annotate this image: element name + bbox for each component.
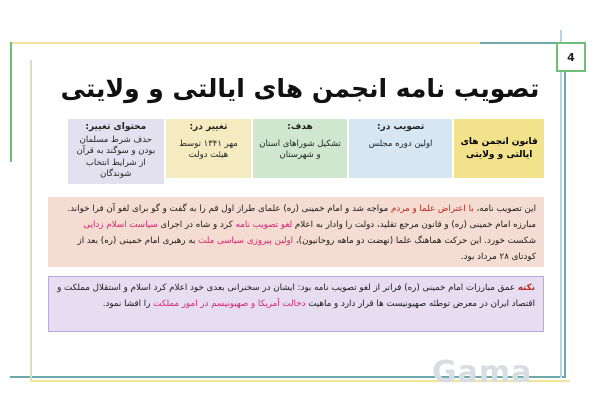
table-header: تصویب در: [349,119,453,136]
frame-accent-top [10,42,480,44]
page-title: تصویب نامه انجمن های ایالتی و ولایتی [60,74,540,103]
table-column [68,119,164,178]
frame-inner-left [30,60,32,380]
paragraph-text: عمق مبارزات امام خمینی (ره) فراتر از لغو تصویب نامه بود: ایشان در سخنرانی بعدی خود اعلام کرد اسلام و استقلال مملکت و اقتصاد ایران در معرض توطئه صهیونیست ها قرار دارد و ماهیت [57,283,535,310]
table-main-label: قانون انجمن های ایالتی و ولایتی [460,137,538,160]
table-column [349,119,453,178]
paragraph-text: شکست خورد. این حرکت هماهنگ علما (نهضت دو ماهه روحانیون)، [293,236,536,247]
table-cell: حذف شرط مسلمان بودن و سوگند به قرآن از شرایط انتخاب شوندگان [68,132,164,184]
table-cell: تشکیل شوراهای استان و شهرستان [253,136,347,178]
highlight-text: سیاست اسلام زدایی [83,220,158,231]
highlight-text: اولین پیروزی سیاسی ملت [198,236,294,247]
highlight-text: با اعتراض علما و مردم [391,204,474,214]
table-header: تغییر در: [166,119,252,136]
table-main-label-cell [454,119,544,178]
paragraph-text: این تصویب نامه، [473,204,536,214]
frame-accent-left [10,42,12,162]
explanation-paragraph [48,197,544,267]
paragraph-text: مواجه شد و امام خمینی (ره) علمای طراز اول قم را به گفت و گو برای لغو آن فرا خواند. مبارزه امام خمینی (ره) و قانون مرجع تقلید، دولت را وادار به اعلام [67,204,536,231]
brand-watermark: Gama [432,355,533,390]
table-header: محتوای تغییر: [68,119,164,132]
note-label: نکته [517,283,535,293]
highlight-text: دخالت آمریکا و صهیونیسم در امور مملکت [153,299,306,310]
table-header: هدف: [253,119,347,136]
frame-accent-right [560,30,562,378]
table-cell: مهر ۱۳۴۱ توسط هیئت دولت [166,136,252,178]
paragraph-text: کرد و شاه در اجرای [157,220,236,231]
paragraph-text: به رهبری امام خمینی (ره) بعد از کودتای ۲۸ مرداد بود. [77,236,536,263]
page-number: 4 [556,42,586,72]
note-paragraph [48,276,544,332]
info-table [68,119,544,178]
table-column [253,119,347,178]
table-column [166,119,252,178]
table-cell: اولین دوره مجلس [349,136,453,178]
highlight-text: لغو تصویب نامه [235,220,293,231]
paragraph-text: را افشا نمود. [102,299,154,310]
